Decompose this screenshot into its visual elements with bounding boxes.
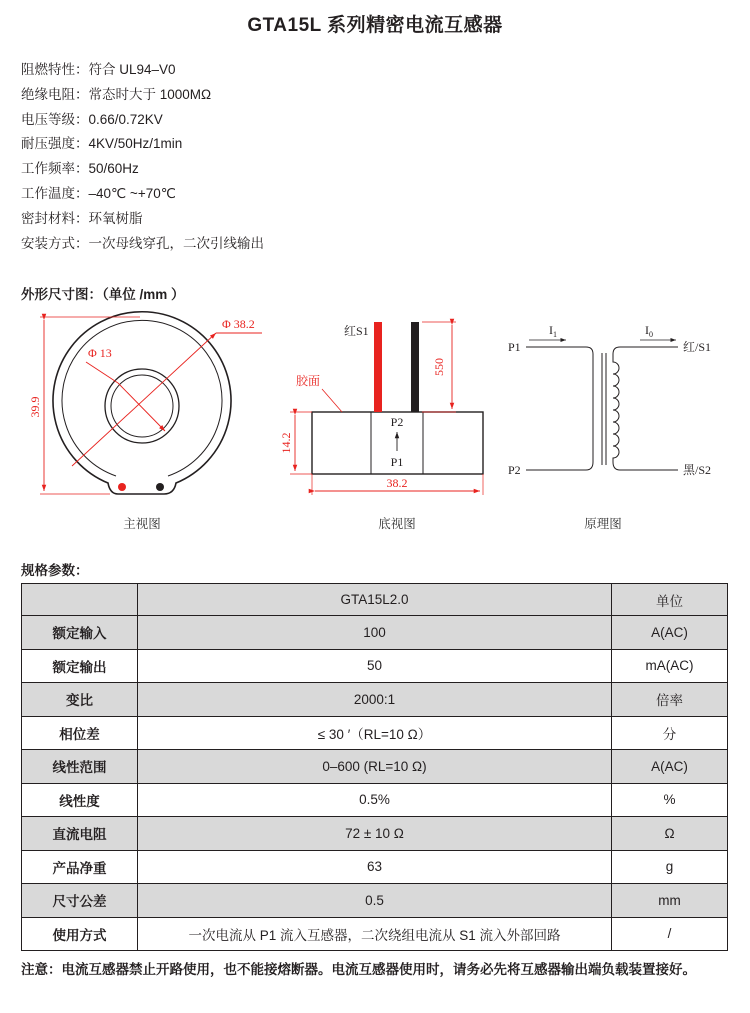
param-name: 变比 — [22, 683, 138, 717]
param-value: 0–600 (RL=10 Ω) — [138, 750, 612, 784]
principle-p1-label: P1 — [508, 340, 521, 354]
spec-item — [21, 83, 264, 108]
spec-label: 安装方式： — [21, 235, 89, 251]
lead-black-dot — [156, 483, 164, 491]
spec-label: 工作频率： — [21, 161, 89, 177]
param-name: 额定输出 — [22, 649, 138, 683]
spec-label: 工作温度： — [21, 185, 89, 201]
secondary-winding — [613, 347, 678, 470]
spec-value: –40℃ ~+70℃ — [88, 185, 176, 201]
param-unit: / — [612, 917, 728, 951]
param-name: 产品净重 — [22, 850, 138, 884]
param-value: 0.5 — [138, 884, 612, 918]
param-value: 一次电流从 P1 流入互感器，二次绕组电流从 S1 流入外部回路 — [138, 917, 612, 951]
table-row — [22, 649, 728, 683]
param-unit: mA(AC) — [612, 649, 728, 683]
table-row — [22, 716, 728, 750]
spec-item — [21, 108, 264, 133]
param-unit: mm — [612, 884, 728, 918]
table-header-cell: 单位 — [612, 584, 728, 616]
param-name: 线性范围 — [22, 750, 138, 784]
param-value: ≤ 30 ′（RL=10 Ω） — [138, 716, 612, 750]
bottom-caption: 底视图 — [378, 516, 416, 531]
outer-dia-label: Φ 38.2 — [222, 317, 255, 331]
i1-label: $I_1$ — [549, 323, 557, 339]
warning-note: 注意：电流互感器禁止开路使用，也不能接熔断器。电流互感器使用时，请务必先将互感器输出端负载装置接好。 — [21, 962, 696, 977]
param-value: 72 ± 10 Ω — [138, 817, 612, 851]
bottom-view — [279, 322, 483, 531]
spec-value: 环氧树脂 — [88, 210, 143, 226]
param-name: 额定输入 — [22, 616, 138, 650]
bottom-height-label: 14.2 — [279, 432, 293, 454]
param-name: 直流电阻 — [22, 817, 138, 851]
spec-label: 绝缘电阻： — [21, 86, 89, 102]
front-caption: 主视图 — [123, 516, 161, 531]
spec-list — [21, 58, 264, 256]
principle-p2-label: P2 — [508, 463, 521, 477]
table-row — [22, 683, 728, 717]
lead-red-dot — [118, 483, 126, 491]
param-name: 尺寸公差 — [22, 884, 138, 918]
outline-heading: 外形尺寸图：（单位 /mm ） — [21, 287, 185, 302]
front-outer-ring — [53, 312, 231, 494]
param-unit: 分 — [612, 716, 728, 750]
spec-label: 密封材料： — [21, 210, 89, 226]
lead-black-wire — [411, 322, 419, 412]
param-value: 0.5% — [138, 783, 612, 817]
param-name: 使用方式 — [22, 917, 138, 951]
bottom-p2-label: P2 — [390, 415, 404, 429]
param-name: 相位差 — [22, 716, 138, 750]
table-row — [22, 917, 728, 951]
spec-value: 4KV/50Hz/1min — [88, 136, 183, 152]
spec-item — [21, 58, 264, 83]
param-value: 100 — [138, 616, 612, 650]
resin-leader — [322, 389, 342, 412]
spec-label: 电压等级： — [21, 111, 89, 127]
principle-s1-label: 红/S1 — [683, 340, 712, 354]
front-view — [28, 312, 262, 531]
param-value: 2000:1 — [138, 683, 612, 717]
table-row — [22, 850, 728, 884]
principle-diagram — [508, 323, 711, 531]
table-row — [22, 750, 728, 784]
bottom-p1-label: P1 — [390, 455, 404, 469]
spec-value: 0.66/0.72KV — [88, 111, 163, 127]
params-table — [21, 583, 728, 951]
lead-red-label: 红S1 — [344, 324, 369, 338]
param-unit: A(AC) — [612, 616, 728, 650]
principle-s2-label: 黑/S2 — [683, 463, 712, 477]
spec-label: 阻燃特性： — [21, 62, 89, 77]
param-unit: A(AC) — [612, 750, 728, 784]
spec-item — [21, 182, 264, 207]
resin-label: 胶面 — [296, 374, 321, 388]
spec-value: 50/60Hz — [88, 161, 139, 177]
params-heading: 规格参数： — [21, 563, 89, 578]
param-unit: 倍率 — [612, 683, 728, 717]
table-header-cell: GTA15L2.0 — [138, 584, 612, 616]
bottom-width-label: 38.2 — [386, 476, 408, 490]
table-row — [22, 783, 728, 817]
param-unit: g — [612, 850, 728, 884]
spec-item — [21, 132, 264, 157]
param-unit: Ω — [612, 817, 728, 851]
i0-label: $I_0$ — [645, 323, 653, 339]
param-value: 63 — [138, 850, 612, 884]
front-height-label: 39.9 — [28, 396, 42, 418]
inner-dia-label: Φ 13 — [88, 346, 112, 360]
param-unit: % — [612, 783, 728, 817]
spec-value: 符合 UL94–V0 — [88, 62, 176, 77]
spec-value: 一次母线穿孔，二次引线输出 — [88, 235, 264, 251]
param-value: 50 — [138, 649, 612, 683]
spec-item — [21, 232, 264, 257]
lead-red-wire — [374, 322, 382, 412]
table-header-row — [22, 584, 728, 616]
lead-length-label: 550 — [432, 358, 446, 376]
spec-value: 常态时大于 1000MΩ — [88, 86, 212, 102]
table-row — [22, 616, 728, 650]
primary-conductor — [526, 347, 593, 470]
table-header-cell — [22, 584, 138, 616]
spec-item — [21, 207, 264, 232]
param-name: 线性度 — [22, 783, 138, 817]
principle-caption: 原理图 — [584, 516, 622, 531]
table-row — [22, 817, 728, 851]
outline-drawings — [0, 306, 750, 536]
spec-label: 耐压强度： — [21, 136, 89, 152]
spec-item — [21, 157, 264, 182]
page-title: GTA15L 系列精密电流互感器 — [247, 15, 503, 36]
table-row — [22, 884, 728, 918]
